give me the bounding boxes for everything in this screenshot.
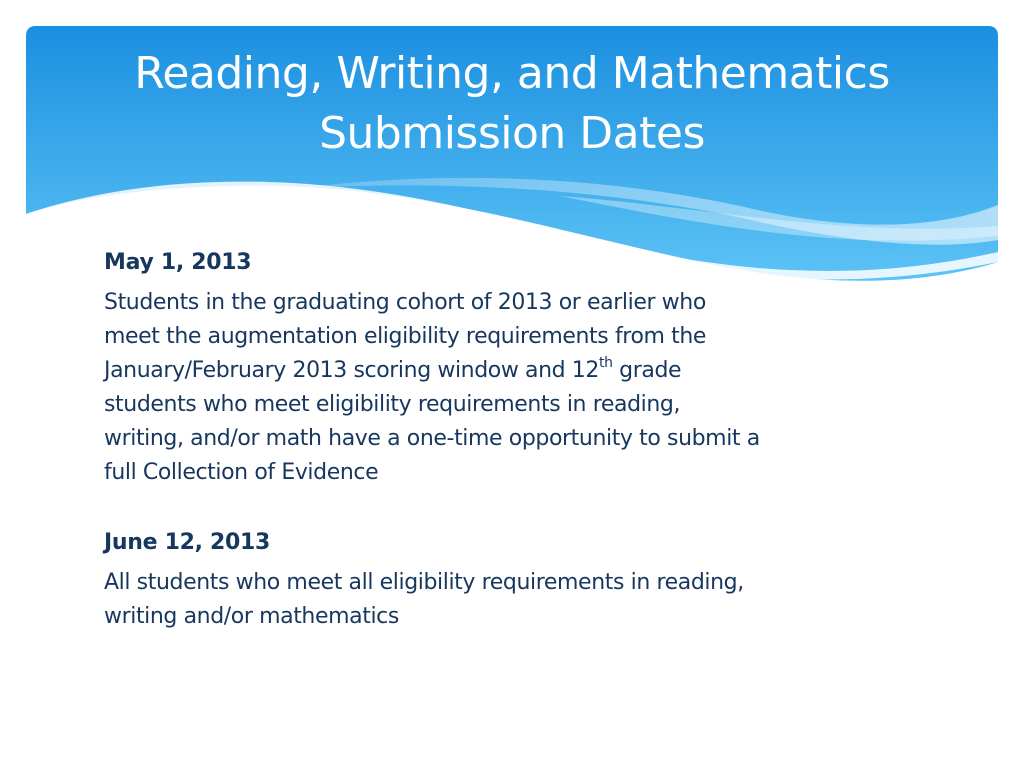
title-line-2: Submission Dates	[319, 108, 705, 159]
slide-title	[26, 44, 998, 164]
slide-body	[104, 246, 924, 634]
desc-text: January/February 2013 scoring window and 12	[104, 358, 599, 383]
desc-line: All students who meet all eligibility requirements in reading,	[104, 570, 744, 595]
date-may-1-2013: May 1, 2013	[104, 250, 252, 275]
ordinal-superscript: th	[599, 354, 613, 371]
desc-line: Students in the graduating cohort of 2013 or earlier who	[104, 290, 706, 315]
desc-text: grade	[612, 358, 682, 383]
desc-line: students who meet eligibility requirements in reading,	[104, 392, 681, 417]
date-june-12-2013: June 12, 2013	[104, 530, 271, 555]
desc-line: full Collection of Evidence	[104, 460, 379, 485]
desc-line: meet the augmentation eligibility requirements from the	[104, 324, 707, 349]
description-may-1-2013	[104, 286, 924, 490]
desc-line-with-superscript	[104, 354, 924, 388]
description-june-12-2013	[104, 566, 924, 634]
desc-line: writing, and/or math have a one-time opportunity to submit a	[104, 426, 760, 451]
spacer	[104, 490, 924, 526]
title-line-1: Reading, Writing, and Mathematics	[134, 48, 890, 99]
desc-line: writing and/or mathematics	[104, 604, 399, 629]
